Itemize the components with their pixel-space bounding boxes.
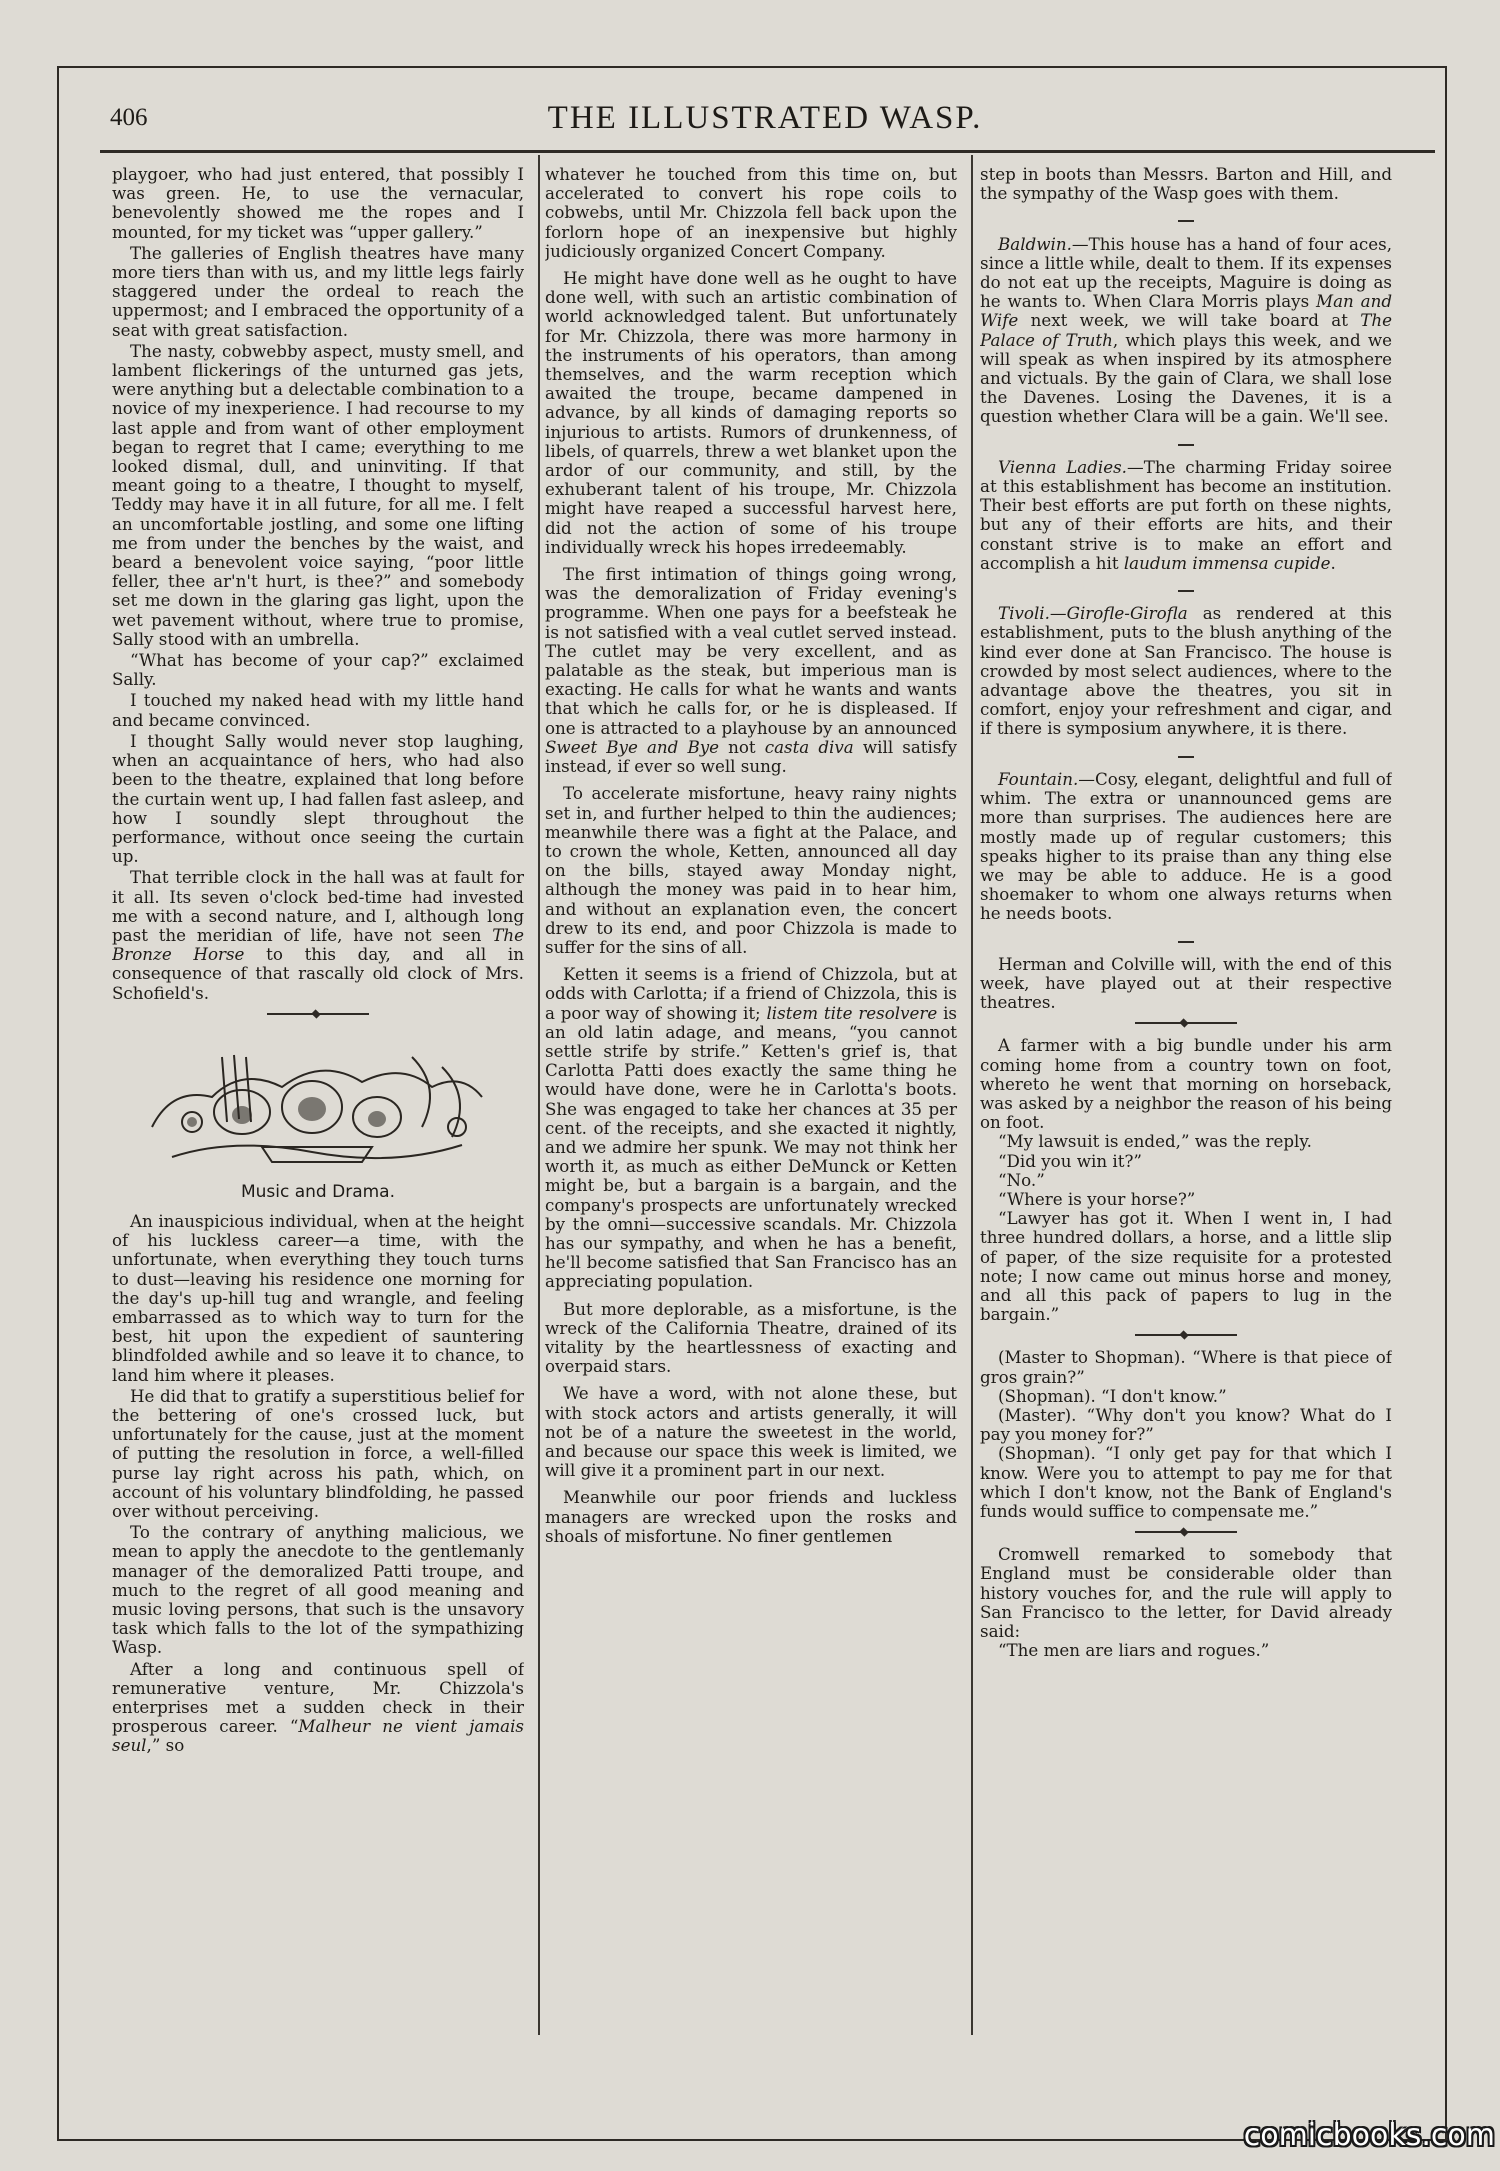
column-divider — [538, 155, 540, 2035]
paragraph: I touched my naked head with my little hand and became convinced. — [112, 690, 524, 730]
paragraph: “No.” — [998, 1169, 1045, 1190]
page-header — [100, 100, 1430, 140]
paragraph: The first intimation of things going wrong, was the demoralization of Friday evening's programme. When one pays for a beefsteak he is not satisfied with a veal cutlet served instead. The cutlet may be very excellent, and as palatable as the steak, but imperious man is exacting. He calls for what he wants and wants that which he calls for, or he is displeased. If one is attracted to a playhouse by an announced Sweet Bye and Bye not casta diva will satisfy instead, if ever so well sung. — [545, 564, 957, 777]
paragraph: playgoer, who had just entered, that possibly I was green. He, to use the vernacular, benevolently showed me the ropes and I mounted, for my ticket was “upper gallery.” — [112, 165, 524, 242]
site-watermark: comicbooks.com — [1243, 2118, 1495, 2153]
paragraph: That terrible clock in the hall was at fault for it all. Its seven o'clock bed-time had invested me with a second nature, and I, although long past the meridian of life, have not seen The Bronze Horse to this day, and all in consequence of that rascally old clock of Mrs. Schofield's. — [112, 867, 524, 1003]
paragraph: “Did you win it?” — [998, 1150, 1142, 1171]
column-divider — [971, 155, 973, 2035]
short-divider — [980, 577, 1392, 596]
paragraph: (Master). “Why don't you know? What do I pay you money for?” — [980, 1404, 1392, 1445]
paragraph: Cromwell remarked to somebody that England must be considerable older than history vouches for, and the rule will apply to San Francisco to the letter, for David already said: — [980, 1544, 1392, 1642]
paragraph: The nasty, cobwebby aspect, musty smell, and lambent flickerings of the unturned gas jets, were anything but a delectable combination to a novice of my inexperience. I had recourse to my last apple and from want of other employment began to regret that I came; everything to me looked dismal, dull, and uninviting. If that meant going to a theatre, I thought to myself, Teddy may have it in all future, for all me. I felt an uncomfortable jostling, and some one lifting me from under the benches by the waist, and beard a benevolent voice saying, “poor little feller, thee ar'n't hurt, is thee?” and somebody set me down in the glaring gas light, upon the wet pavement without, where true to promise, Sally stood with an umbrella. — [112, 340, 524, 649]
column-left — [112, 165, 524, 2045]
paragraph: (Shopman). “I don't know.” — [998, 1385, 1227, 1406]
paragraph: Tivoli.—Girofle-Girofla as rendered at this establishment, puts to the blush anything of the kind ever done at San Francisco. The house is crowded by most select audiences, where to the advantage above the theatres, you sit in comfort, enjoy your refreshment and cigar, and if there is symposium anywhere, it is there. — [980, 603, 1392, 739]
ornamental-divider — [980, 1018, 1392, 1028]
paragraph: “Where is your horse?” — [998, 1188, 1196, 1209]
paragraph: “My lawsuit is ended,” was the reply. — [998, 1131, 1312, 1152]
paragraph: “What has become of your cap?” exclaimed Sally. — [112, 650, 524, 690]
ornamental-divider — [980, 1330, 1392, 1340]
header-rule — [100, 150, 1435, 153]
paragraph: To accelerate misfortune, heavy rainy nights set in, and further helped to thin the audiences; meanwhile there was a fight at the Palace, and to crown the whole, Ketten, announced all day on the bills, stayed away Monday night, although the money was paid in to hear him, and without an explanation even, the concert drew to its end, and poor Chizzola is made to suffer for the sins of all. — [545, 783, 957, 957]
paragraph: We have a word, with not alone these, but with stock actors and artists generally, it will not be of a nature the sweetest in the world, and because our space this week is limited, we will give it a prominent part in our next. — [545, 1383, 957, 1481]
short-divider — [980, 743, 1392, 762]
paragraph: A farmer with a big bundle under his arm coming home from a country town on foot, whereto he went that morning on horseback, was asked by a neighbor the reason of his being on foot. — [980, 1035, 1392, 1133]
paragraph: Meanwhile our poor friends and luckless managers are wrecked upon the rosks and shoals of misfortune. No finer gentlemen — [545, 1487, 957, 1546]
paragraph: Ketten it seems is a friend of Chizzola, but at odds with Carlotta; if a friend of Chizzola, this is a poor way of showing it; listem tite resolvere is an old latin adage, and means, “you cannot settle strife by strife.” Ketten's grief is, that Carlotta Patti does exactly the same thing he would have done, were he in Carlotta's boots. She was engaged to take her chances at 35 per cent. of the receipts, and she exacted it nightly, and we admire her spunk. We may not think her worth it, as much as either DeMunck or Ketten might be, but a bargain is a bargain, and the company's prospects are unfortunately wrecked by the omni—successive scandals. Mr. Chizzola has our sympathy, and when he has a benefit, he'll become satisfied that San Francisco has an appreciating population. — [545, 964, 957, 1292]
paragraph: Vienna Ladies.—The charming Friday soiree at this establishment has become an institution. Their best efforts are put forth on these nights, but any of their efforts are hits, and their constant strive is to make an effort and accomplish a hit laudum immensa cupide. — [980, 456, 1392, 573]
music-drama-vignette-illustration — [112, 1027, 524, 1177]
short-divider — [980, 207, 1392, 226]
paragraph: I thought Sally would never stop laughing, when an acquaintance of hers, who had also been to the theatre, explained that long before the curtain went up, I had fallen fast asleep, and how I soundly slept throughout the performance, without once seeing the curtain up. — [112, 730, 524, 867]
paragraph: (Master to Shopman). “Where is that piece of gros grain?” — [980, 1347, 1392, 1387]
page-number: 406 — [110, 104, 148, 131]
paragraph: The galleries of English theatres have many more tiers than with us, and my little legs fairly staggered under the ordeal to reach the uppermost; and I embraced the opportunity of a seat with great satisfaction. — [112, 242, 524, 340]
paragraph: step in boots than Messrs. Barton and Hill, and the sympathy of the Wasp goes with them. — [980, 165, 1392, 204]
short-divider — [980, 928, 1392, 947]
ornamental-divider — [980, 1527, 1392, 1537]
column-middle — [545, 165, 957, 2045]
paragraph: But more deplorable, as a misfortune, is the wreck of the California Theatre, drained of its vitality by the heartlessness of exacting and overpaid stars. — [545, 1298, 957, 1377]
column-right — [980, 165, 1392, 2045]
paragraph: Baldwin.—This house has a hand of four aces, since a little while, dealt to them. If its expenses do not eat up the receipts, Maguire is doing as he wants to. When Clara Morris plays Man and Wife next week, we will take board at The Palace of Truth, which plays this week, and we will speak as when inspired by its atmosphere and victuals. By the gain of Clara, we shall lose the Davenes. Losing the Davenes, it is a question whether Clara will be a gain. We'll see. — [980, 233, 1392, 427]
paragraph: Fountain.—Cosy, elegant, delightful and full of whim. The extra or unannounced gems are more than surprises. The audiences here are mostly made up of regular customers; this speaks higher to its praise than any thing else we may be able to adduce. He is a good shoemaker to whom one always returns when he needs boots. — [980, 768, 1392, 924]
short-divider — [980, 431, 1392, 450]
paragraph: An inauspicious individual, when at the height of his luckless career—a time, with the unfortunate, when everything they touch turns to dust—leaving his residence one morning for the day's up-hill tug and wrangle, and feeling embarrassed as to which way to turn for the best, hit upon the expedient of sauntering blindfolded awhile and so leave it to chance, to land him where it pleases. — [112, 1210, 524, 1385]
paragraph: Herman and Colville will, with the end of this week, have played out at their respective theatres. — [980, 953, 1392, 1013]
paragraph: (Shopman). “I only get pay for that which I know. Were you to attempt to pay me for that which I don't know, not the Bank of England's funds would suffice to compensate me.” — [980, 1443, 1392, 1521]
paragraph: To the contrary of anything malicious, we mean to apply the anecdote to the gentlemanly manager of the demoralized Patti troupe, and much to the regret of all good meaning and music loving persons, that such is the unsavory task which falls to the lot of the sympathizing Wasp. — [112, 1522, 524, 1658]
masthead-title: THE ILLUSTRATED WASP. — [547, 100, 983, 136]
ornamental-divider — [112, 1009, 524, 1019]
paragraph: “The men are liars and rogues.” — [998, 1640, 1270, 1661]
paragraph: After a long and continuous spell of remunerative venture, Mr. Chizzola's enterprises met a sudden check in their prosperous career. “Malheur ne vient jamais seul,” so — [112, 1658, 524, 1756]
section-heading: Music and Drama. — [240, 1181, 396, 1202]
paragraph: He did that to gratify a superstitious belief for the bettering of one's crossed luck, but unfortunately for the cause, just at the moment of putting the resolution in force, a well-filled purse lay right across his path, which, on account of his voluntary blindfolding, he passed over without perceiving. — [112, 1385, 524, 1521]
paragraph: whatever he touched from this time on, but accelerated to convert his rope coils to cobwebs, until Mr. Chizzola fell back upon the forlorn hope of an inexpensive but highly judiciously organized Concert Company. — [545, 165, 957, 261]
paragraph: He might have done well as he ought to have done well, with such an artistic combination of world acknowledged talent. But unfortunately for Mr. Chizzola, there was more harmony in the instruments of his operators, than among themselves, and the warm reception which awaited the troupe, became dampened in advance, by all kinds of damaging reports so injurious to artists. Rumors of drunkenness, of libels, of quarrels, threw a wet blanket upon the ardor of our community, and still, by the exhuberant talent of his troupe, Mr. Chizzola might have reaped a successful harvest here, did not the action of some of his troupe individually wreck his hopes irredeemably. — [545, 268, 957, 557]
paragraph: “Lawyer has got it. When I went in, I had three hundred dollars, a horse, and a little slip of paper, of the size requisite for a protested note; I now came out minus horse and money, and all this pack of papers to lug in the bargain.” — [980, 1208, 1392, 1325]
